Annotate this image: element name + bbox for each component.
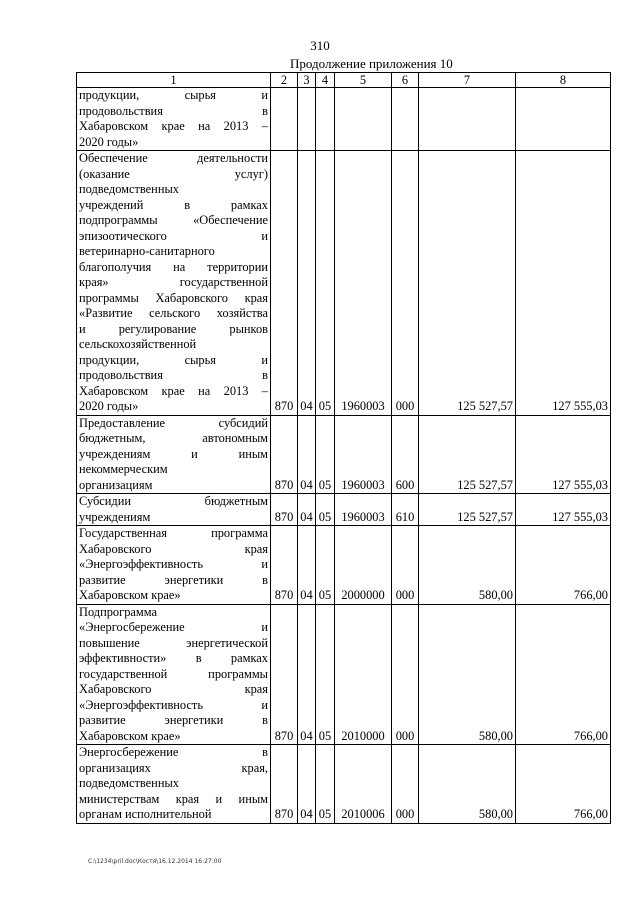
row-description: [77, 526, 271, 605]
expense-type-code: 000: [392, 604, 419, 745]
target-item-code: 2010000: [335, 604, 392, 745]
table-row: [77, 526, 611, 605]
description-line: Хабаровского края: [79, 682, 268, 696]
description-line: Предоставление субсидий: [79, 415, 268, 430]
description-line: подведомственных: [79, 776, 179, 790]
subsection-code: 05: [316, 151, 335, 416]
description-line: Хабаровском крае на 2013 –: [79, 383, 268, 398]
amount-2015: [419, 88, 516, 151]
section-code: 04: [298, 526, 316, 605]
table-row: [77, 494, 611, 526]
target-item-code: 2000000: [335, 526, 392, 605]
row-description: [77, 745, 271, 824]
description-line: Хабаровского края: [79, 541, 268, 556]
description-line: бюджетным, автономным: [79, 431, 268, 445]
expense-type-code: [392, 88, 419, 151]
description-line: ветеринарно-санитарного: [79, 244, 215, 258]
appendix-caption: Продолжение приложения 10: [290, 56, 453, 71]
description-line: развитие энергетики в: [79, 572, 268, 587]
expense-type-code: 000: [392, 151, 419, 416]
column-header: 7: [419, 73, 516, 88]
subsection-code: 05: [316, 745, 335, 824]
amount-2015: 580,00: [419, 745, 516, 824]
column-header: 4: [316, 73, 335, 88]
target-item-code: [335, 88, 392, 151]
column-header: 8: [516, 73, 611, 88]
section-code: 04: [298, 745, 316, 824]
column-header: 2: [271, 73, 298, 88]
amount-2016: 766,00: [516, 526, 611, 605]
row-description: [77, 151, 271, 416]
admin-code: 870: [271, 745, 298, 824]
row-description: [77, 415, 271, 494]
section-code: 04: [298, 415, 316, 494]
description-line: учреждениям и иным: [79, 446, 268, 461]
admin-code: [271, 88, 298, 151]
row-description: [77, 88, 271, 151]
admin-code: 870: [271, 151, 298, 416]
description-line: Хабаровском крае»: [79, 588, 181, 602]
header-row: [77, 73, 611, 88]
column-header: 3: [298, 73, 316, 88]
description-line: Обеспечение деятельности: [79, 151, 268, 165]
description-line: подведомственных: [79, 182, 179, 196]
table-row: [77, 151, 611, 416]
amount-2015: 125 527,57: [419, 151, 516, 416]
description-line: «Энергоэффективность и: [79, 557, 268, 571]
amount-2016: 127 555,03: [516, 415, 611, 494]
expense-type-code: 600: [392, 415, 419, 494]
description-line: продовольствия в: [79, 368, 268, 382]
amount-2015: 125 527,57: [419, 494, 516, 526]
description-line: 2020 годы»: [79, 134, 139, 149]
target-item-code: 1960003: [335, 494, 392, 526]
amount-2015: 580,00: [419, 604, 516, 745]
target-item-code: 1960003: [335, 415, 392, 494]
amount-2016: 127 555,03: [516, 151, 611, 416]
description-line: программы Хабаровского края: [79, 290, 268, 305]
description-line: эффективности» в рамках: [79, 651, 268, 665]
page-number: 310: [310, 38, 330, 53]
amount-2016: 127 555,03: [516, 494, 611, 526]
description-line: Подпрограмма: [79, 604, 157, 619]
row-description: [77, 604, 271, 745]
column-header: 6: [392, 73, 419, 88]
description-line: повышение энергетической: [79, 635, 268, 650]
table-row: [77, 415, 611, 494]
description-line: Энергосбережение в: [79, 745, 268, 759]
subsection-code: [316, 88, 335, 151]
description-line: некоммерческим: [79, 462, 168, 476]
description-line: организациях края,: [79, 760, 268, 775]
subsection-code: 05: [316, 526, 335, 605]
expense-type-code: 610: [392, 494, 419, 526]
section-code: 04: [298, 604, 316, 745]
description-line: Субсидии бюджетным: [79, 494, 268, 508]
table-body: [77, 88, 611, 824]
expense-type-code: 000: [392, 745, 419, 824]
file-path-footer: C:\1234\pril.doc\Костя\16.12.2014 16:27:00: [88, 858, 222, 865]
description-line: сельскохозяйственной: [79, 337, 197, 351]
table-row: [77, 745, 611, 824]
description-line: развитие энергетики в: [79, 713, 268, 727]
table-row: [77, 604, 611, 745]
description-line: Хабаровском крае на 2013 –: [79, 119, 268, 133]
amount-2016: [516, 88, 611, 151]
target-item-code: 2010006: [335, 745, 392, 824]
table-row: [77, 88, 611, 151]
description-line: (оказание услуг): [79, 166, 268, 181]
section-code: [298, 88, 316, 151]
amount-2015: 580,00: [419, 526, 516, 605]
column-header: 5: [335, 73, 392, 88]
admin-code: 870: [271, 604, 298, 745]
description-line: государственной программы: [79, 666, 268, 681]
description-line: подпрограммы «Обеспечение: [79, 213, 268, 227]
description-line: министерствам края и иным: [79, 791, 268, 806]
amount-2016: 766,00: [516, 745, 611, 824]
subsection-code: 05: [316, 415, 335, 494]
admin-code: 870: [271, 526, 298, 605]
amount-2015: 125 527,57: [419, 415, 516, 494]
admin-code: 870: [271, 415, 298, 494]
description-line: органам исполнительной: [79, 807, 212, 821]
description-line: 2020 годы»: [79, 399, 139, 413]
description-line: «Энергоэффективность и: [79, 697, 268, 712]
description-line: организациям: [79, 477, 153, 492]
budget-table: [76, 72, 611, 824]
description-line: учреждениям: [79, 509, 151, 524]
description-line: Хабаровском крае»: [79, 728, 181, 743]
amount-2016: 766,00: [516, 604, 611, 745]
section-code: 04: [298, 494, 316, 526]
description-line: «Энергосбережение и: [79, 620, 268, 634]
description-line: продовольствия в: [79, 103, 268, 118]
column-header: 1: [77, 73, 271, 88]
section-code: 04: [298, 151, 316, 416]
description-line: края» государственной: [79, 275, 268, 289]
description-line: Государственная программа: [79, 526, 268, 540]
description-line: продукции, сырья и: [79, 352, 268, 367]
description-line: и регулирование рынков: [79, 321, 268, 336]
expense-type-code: 000: [392, 526, 419, 605]
admin-code: 870: [271, 494, 298, 526]
target-item-code: 1960003: [335, 151, 392, 416]
description-line: благополучия на территории: [79, 259, 268, 274]
subsection-code: 05: [316, 494, 335, 526]
description-line: учреждений в рамках: [79, 197, 268, 212]
row-description: [77, 494, 271, 526]
description-line: эпизоотического и: [79, 228, 268, 243]
description-line: «Развитие сельского хозяйства: [79, 306, 268, 320]
description-line: продукции, сырья и: [79, 88, 268, 102]
subsection-code: 05: [316, 604, 335, 745]
